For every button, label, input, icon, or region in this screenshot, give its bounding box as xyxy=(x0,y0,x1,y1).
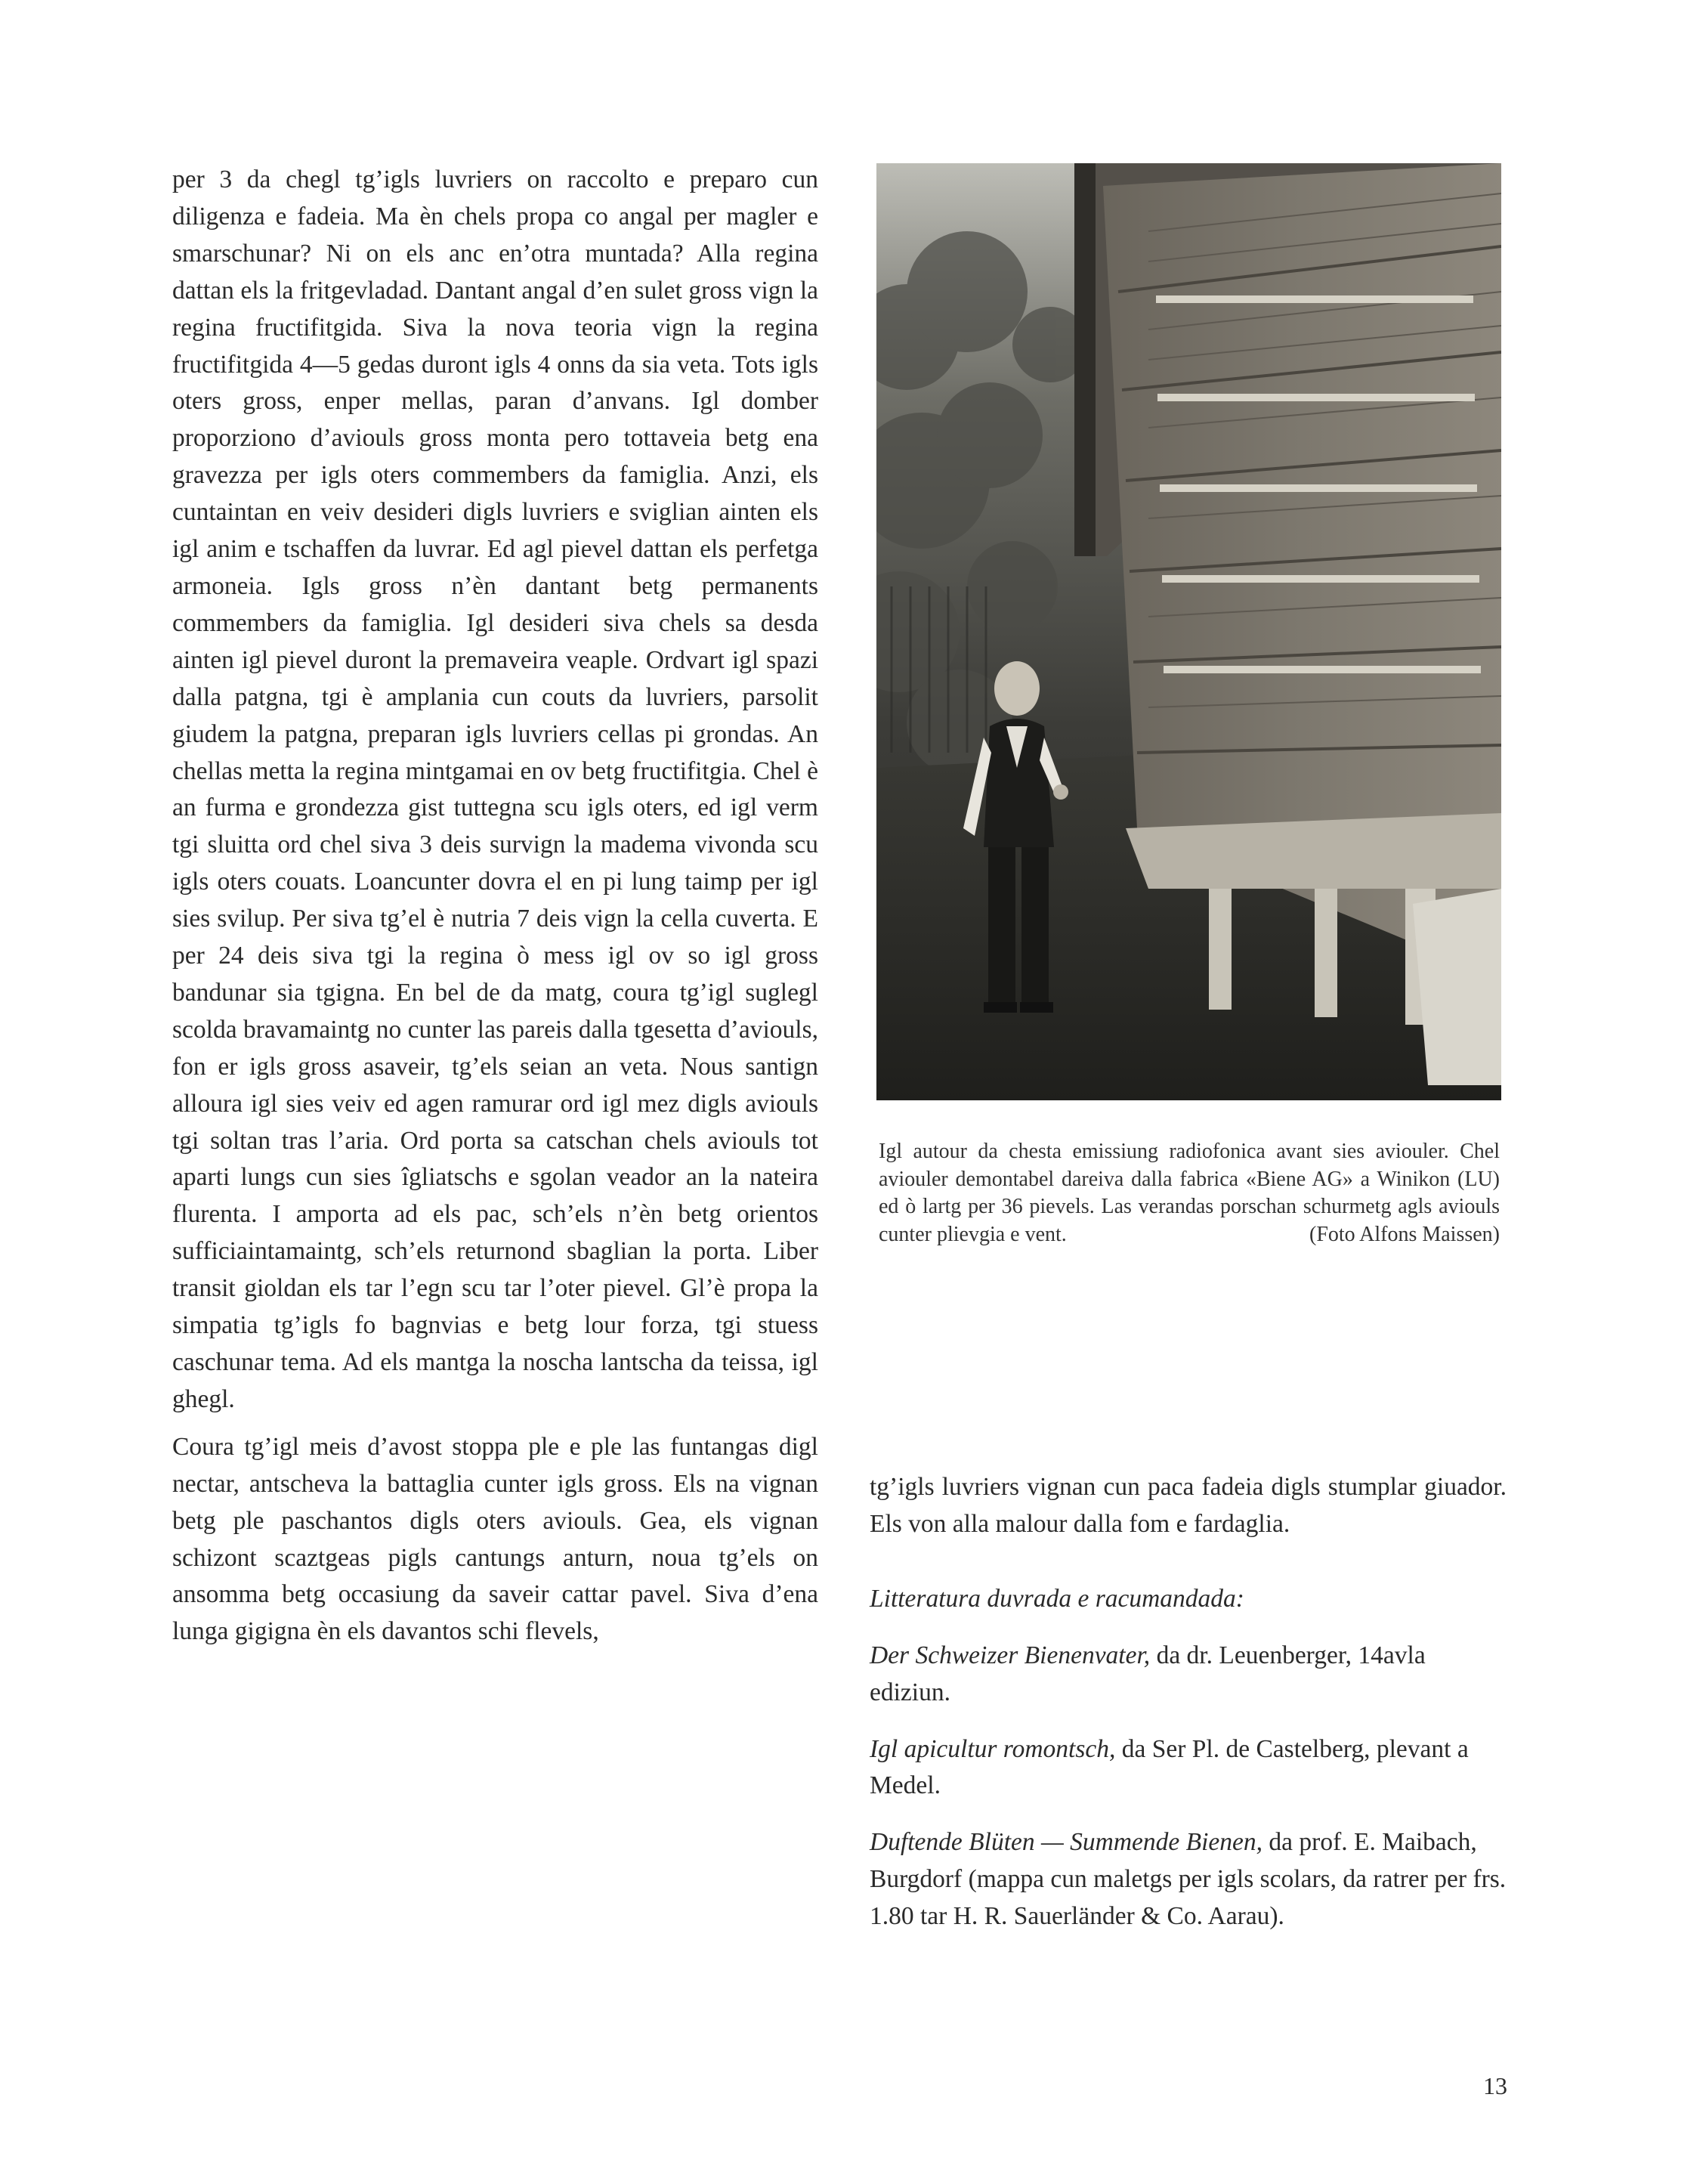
literature-heading: Litteratura duvrada e racumandada: xyxy=(870,1584,1244,1613)
main-text-column xyxy=(172,162,818,1650)
reference-details: da prof. E. Maibach, Burgdorf (mappa cun maletgs per igls scolars, da ratrer per frs. 1.80 tar H. R. Sauerländer & Co. Aarau). xyxy=(870,1828,1507,1931)
reference-title: Der Schweizer Bienenvater, xyxy=(870,1641,1151,1669)
reference-item xyxy=(870,1638,1507,1712)
caption-text: Igl autour da chesta emissiung radiofonica avant sies aviouler. Chel aviouler demontabel dareiva dalla fabrica «Biene AG» a Winikon (LU) ed ò lartg per 36 pievels. Las verandas porschan schurmetg agls aviouls cunter plievgia e vent. xyxy=(879,1140,1500,1246)
reference-details: da dr. Leuenberger, 14avla ediziun. xyxy=(870,1641,1426,1706)
photo-credit: (Foto Alfons Maissen) xyxy=(1309,1222,1500,1246)
reference-title: Igl apicultur romontsch, xyxy=(870,1734,1116,1763)
right-text-column xyxy=(870,1469,1507,1955)
page-number: 13 xyxy=(1483,2072,1507,2099)
body-paragraph-1: per 3 da chegl tg’igls luvriers on raccolto e preparo cun diligenza e fadeia. Ma èn chels propa co angal per magler e smarschunar? Ni on els anc en’otra muntada? Alla regina dattan els la fritgevladad. Dantant angal d’en sulet gross vign la regina fructifitgida. Siva la nova teoria vign la regina fructifitgida 4—5 gedas duront igls 4 onns da sia veta. Tots igls oters gross, enper mellas, paran d’anvans. Igl domber proporziono d’aviouls gross monta pero tottaveia betg ena gravezza per igls oters commembers da famiglia. Anzi, els cuntaintan en veiv desideri digls luvriers e sviglian ainten els igl anim e tschaffen da luvrar. Ed agl pievel dattan els perfetga armoneia. Igls gross n’èn dantant betg permanents commembers da famiglia. Igl desideri siva chels sa desda ainten igl pievel duront la premaveira veaple. Ordvart igl spazi dalla patgna, tgi è amplania cun couts da luvriers, parsolit giudem la patgna, preparan igls luvriers cellas pi grondas. An chellas metta la regina mintgamai en ov betg fructifitgia. Chel è an furma e grondezza gist tuttegna scu igls oters, ed igl verm tgi sluitta ord chel siva 3 deis survign la madema vivonda scu igls oters couats. Loancunter dovra el en pi lung taimp per igl sies svilup. Per siva tg’el è nutria 7 deis vign la cella cuverta. E per 24 deis siva tgi la regina ò mess igl ov so igl gross bandunar sia tgigna. En bel de da matg, coura tg’igl suglegl scolda bravamaintg no cunter las pareis dalla tgesetta d’aviouls, fon er igls gross asaveir, tg’els seian an veta. Nous santign alloura igl sies veiv ed agen ramurar ord igl mez digls aviouls tgi soltan tras l’aria. Ord porta sa catschan chels aviouls tot aparti lungs cun sies îgliatschs e sgolan veador an la nateira flurenta. I amporta ad els pac, sch’els n’èn betg orientos sufficiaintamaintg, sch’els returnond sbaglian la porta. Liber transit gioldan els tar l’egn scu tar l’oter pievel. Gl’è propa la simpatia tg’igls fo bagnvias e betg lour forza, tgi stuess caschunar tema. Ad els mantga la noscha lantscha da teissa, igl ghegl. xyxy=(172,166,818,1413)
photo-caption xyxy=(879,1138,1500,1248)
body-paragraph-2: Coura tg’igl meis d’avost stoppa ple e ple las funtangas digl nectar, antscheva la battaglia cunter igls gross. Els na vignan betg ple paschantos digls oters aviouls. Gea, els vignan schizont scaztgeas pigls cantungs anturn, noua tg’els on ansomma betg occasiung da saveir cattar pavel. Siva d’ena lunga gigigna èn els davantos schi flevels, xyxy=(172,1432,818,1646)
reference-item xyxy=(870,1824,1507,1935)
reference-item xyxy=(870,1731,1507,1805)
beekeeper-photo xyxy=(876,163,1501,1100)
reference-title: Duftende Blüten — Summende Bienen, xyxy=(870,1828,1263,1857)
reference-details: da Ser Pl. de Castelberg, plevant a Medel. xyxy=(870,1734,1469,1800)
continuation-paragraph: tg’igls luvriers vignan cun paca fadeia digls stumplar giuador. Els von alla malour dalla fom e fardaglia. xyxy=(870,1473,1507,1538)
